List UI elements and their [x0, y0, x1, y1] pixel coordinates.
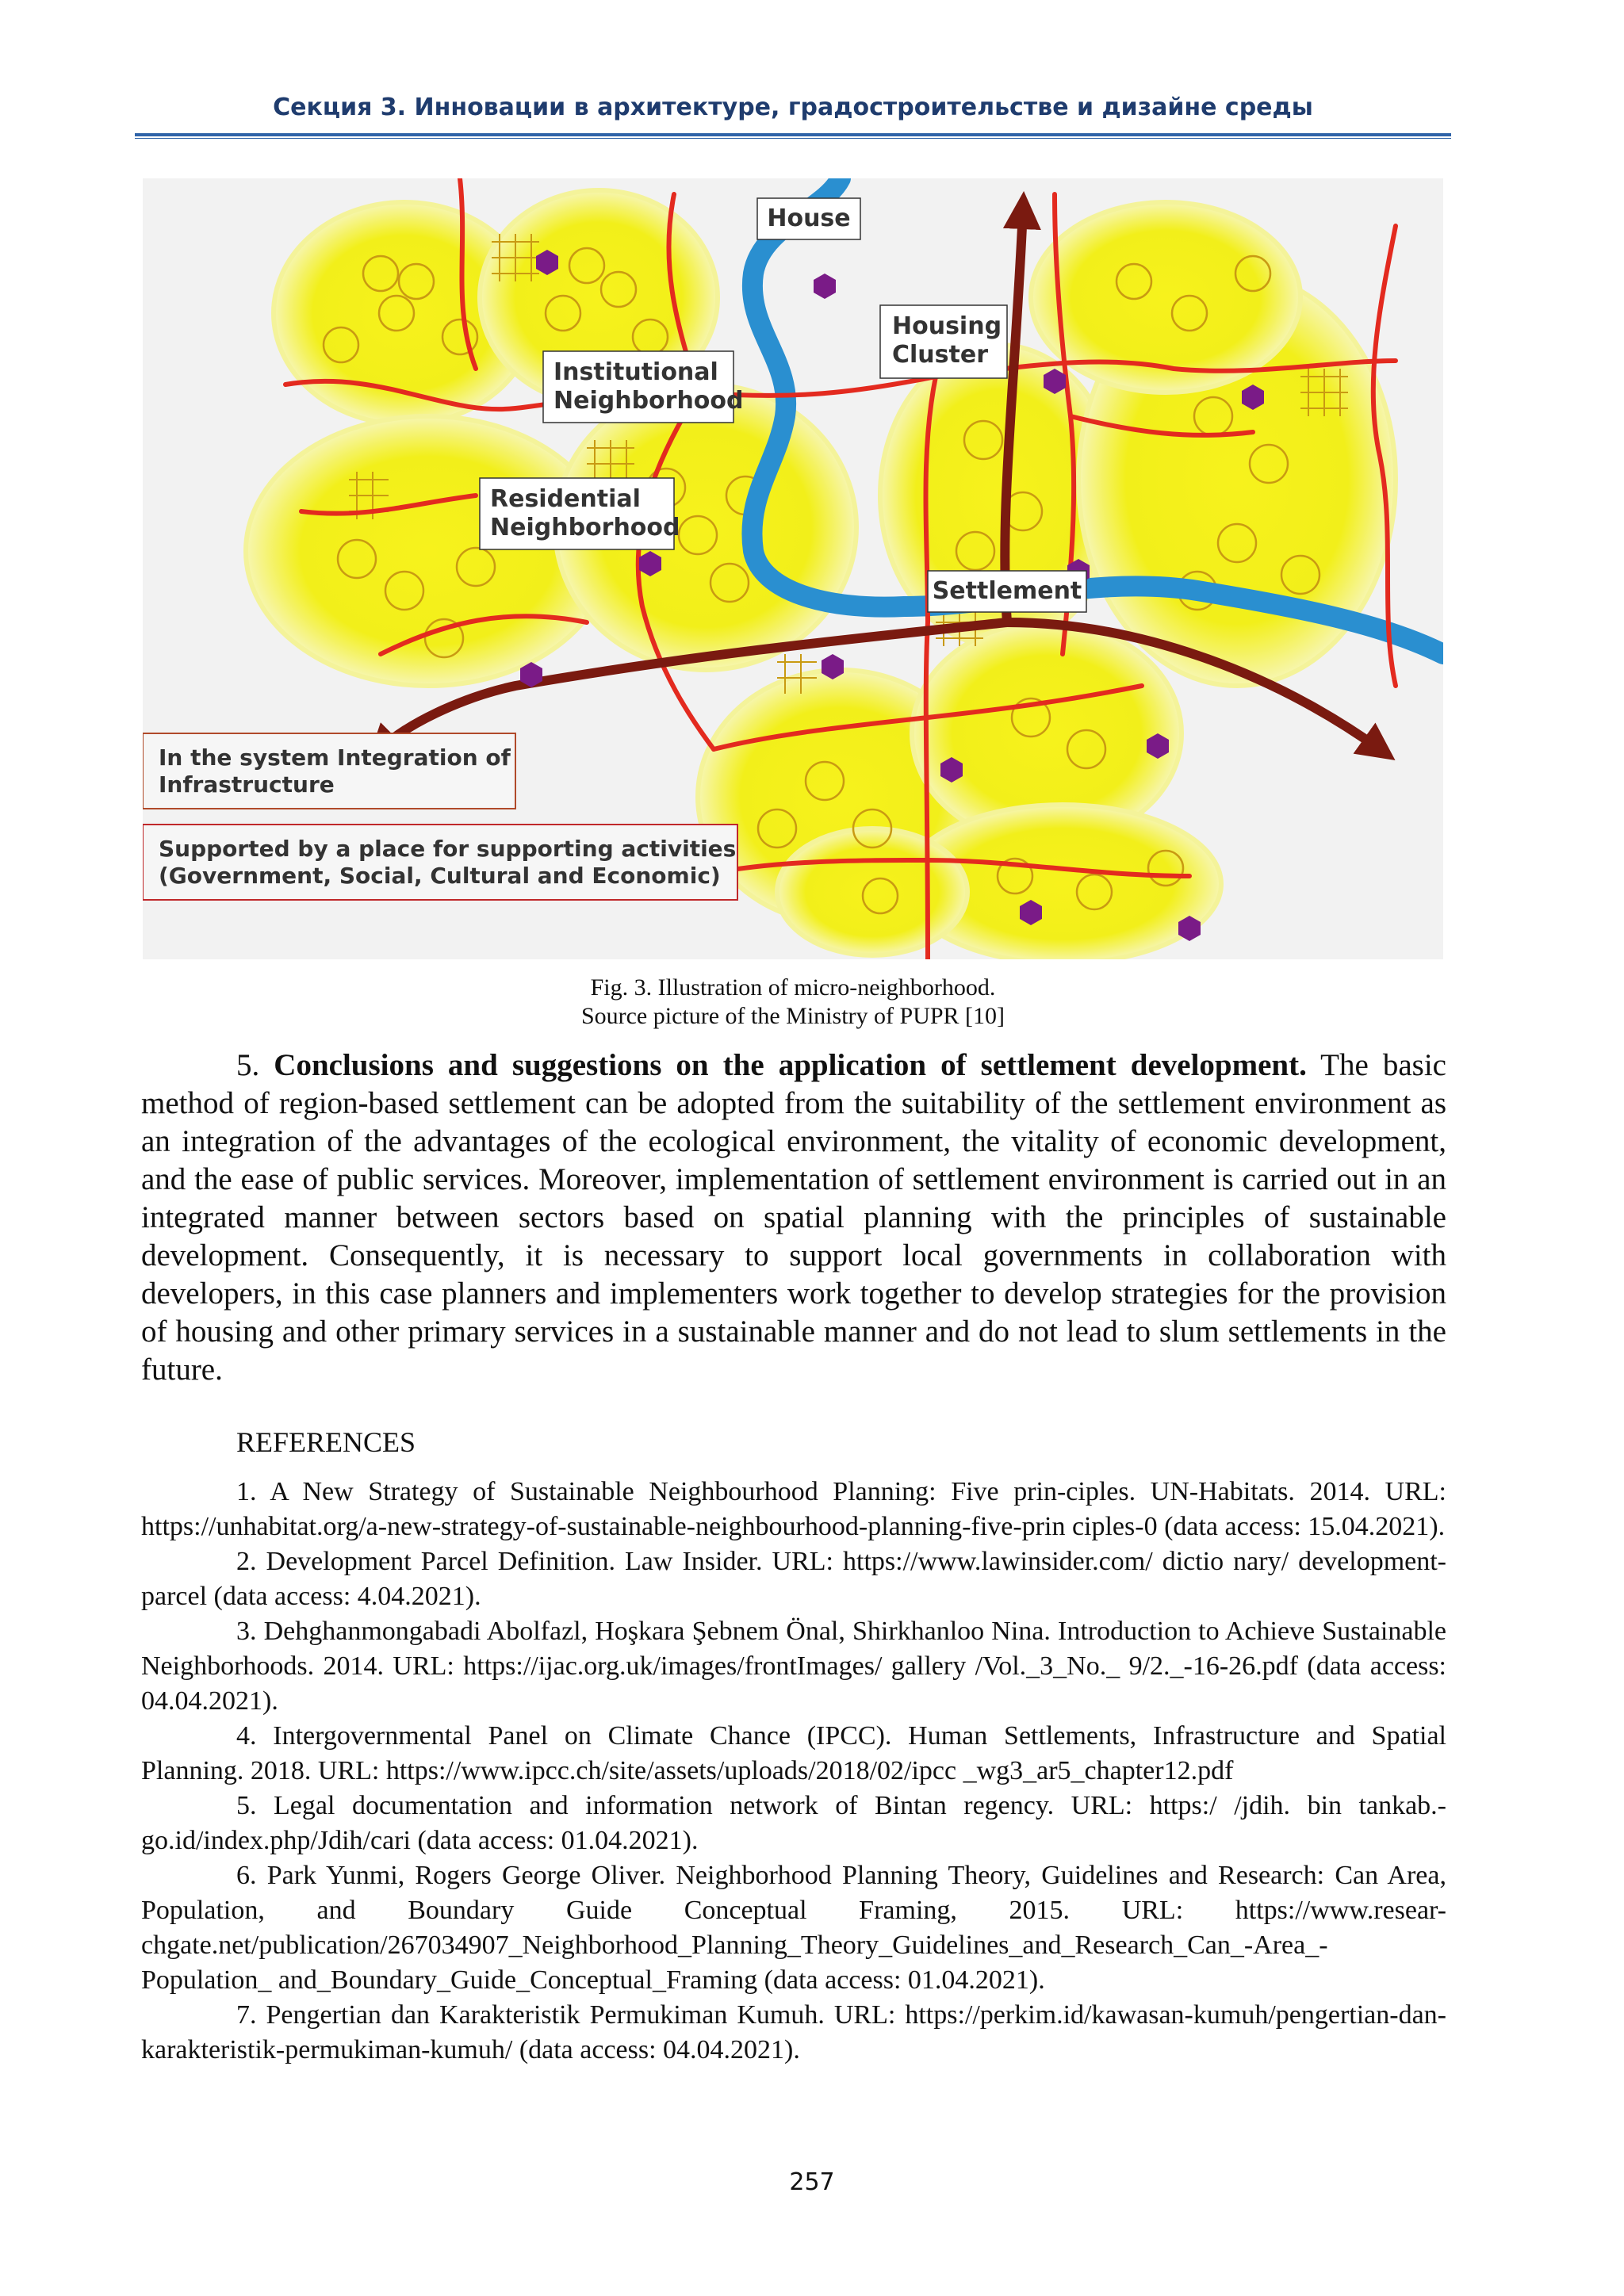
label-house-text: House [767, 205, 851, 232]
references-list [141, 1475, 1446, 2068]
neighborhood-illustration [143, 178, 1443, 959]
figure-micro-neighborhood [143, 178, 1443, 959]
label-institutional-neighborhood [543, 351, 744, 423]
header-rule [135, 133, 1451, 139]
label-housing-cluster [880, 305, 1007, 378]
reference-item: 3. Dehghanmongabadi Abolfazl, Hoşkara Şebnem Önal, Shirkhanloo Nina. Introduction to Achieve Sustainable Neighborhoods. 2014. URL: https://ijac.org.uk/images/frontImages/ gallery /Vol._3_No._ 9/2._-16-26.pdf (data access: 04.04.2021). [141, 1617, 1446, 1716]
legend-supporting-activities [143, 825, 737, 900]
label-house [757, 198, 860, 239]
running-header: Секция 3. Инновации в архитектуре, градостроительстве и дизайне среды [273, 94, 1313, 121]
reference-item: 2. Development Parcel Definition. Law Insider. URL: https://www.lawinsider.com/ dictio nary/ development-parcel (data access: 4.04.2021). [141, 1547, 1446, 1611]
reference-item: 6. Park Yunmi, Rogers George Oliver. Neighborhood Planning Theory, Guidelines and Research: Can Area, Population, and Boundary Guide Conceptual Framing, 2015. URL: https://www.resear-chgate.net/publication/267034907_Neighborhood_Planning_Theory_Guidelines_and_Research_Can_-Area_-Population_ and_Boundary_Guide_Conceptual_Framing (data access: 01.04.2021). [141, 1861, 1446, 1995]
label-institutional-text-2: Neighborhood [553, 387, 744, 415]
reference-item: 4. Intergovernmental Panel on Climate Chance (IPCC). Human Settlements, Infrastructure and Spatial Planning. 2018. URL: https://www.ipcc.ch/site/assets/uploads/2018/02/ipcc _wg3_ar5_chapter12.pdf [141, 1721, 1446, 1785]
legend2-line1: Supported by a place for supporting activities [159, 836, 737, 862]
legend1-line2: Infrastructure [159, 771, 335, 798]
label-settlement-text: Settlement [932, 577, 1082, 605]
legend2-line2: (Government, Social, Cultural and Economic) [159, 863, 721, 889]
section-number: 5. [236, 1048, 260, 1082]
section-conclusions [141, 1047, 1446, 1389]
label-residential-text-1: Residential [490, 485, 641, 513]
label-settlement [928, 571, 1086, 612]
caption-line-2: Source picture of the Ministry of PUPR [10] [580, 1003, 1005, 1029]
legend1-line1: In the system Integration of [159, 744, 511, 771]
reference-item: 7. Pengertian dan Karakteristik Permukiman Kumuh. URL: https://perkim.id/kawasan-kumuh/pengertian-dan-karakteristik-permukiman-kumuh/ (data access: 04.04.2021). [141, 2000, 1446, 2064]
legend-infrastructure [143, 733, 515, 809]
section-paragraph [141, 1047, 1446, 1389]
section-body: The basic method of region-based settlement can be adopted from the suitability of the settlement environment as an integration of the advantages of the ecological environment, the vitality of economic development, and the ease of public services. Moreover, implementation of settlement environment is carried out in an integrated manner between sectors based on spatial planning with the principles of sustainable development. Consequently, it is necessary to support local governments in collaboration with developers, in this case planners and implementers work together to develop strategies for the provision of housing and other primary services in a sustainable manner and do not lead to slum settlements in the future. [141, 1048, 1446, 1387]
label-institutional-text-1: Institutional [553, 358, 718, 386]
figure-caption [135, 974, 1451, 1031]
reference-item: 5. Legal documentation and information network of Bintan regency. URL: https:/ /jdih. bin tankab.-go.id/index.php/Jdih/cari (data access: 01.04.2021). [141, 1791, 1446, 1855]
label-housing-text-1: Housing [892, 312, 1002, 340]
label-residential-text-2: Neighborhood [490, 514, 680, 541]
label-residential-neighborhood [480, 478, 680, 549]
reference-item: 1. A New Strategy of Sustainable Neighbourhood Planning: Five prin-ciples. UN-Habitats. 2014. URL: https://unhabitat.org/a-new-strategy-of-sustainable-neighbourhood-planning-five-prin ciples-0 (data access: 15.04.2021). [141, 1477, 1446, 1541]
section-heading: Conclusions and suggestions on the application of settlement development. [274, 1048, 1307, 1082]
references-title: REFERENCES [236, 1426, 416, 1458]
page-number: 257 [789, 2168, 835, 2196]
label-housing-text-2: Cluster [892, 341, 988, 369]
caption-line-1: Fig. 3. Illustration of micro-neighborhood. [590, 974, 996, 1001]
